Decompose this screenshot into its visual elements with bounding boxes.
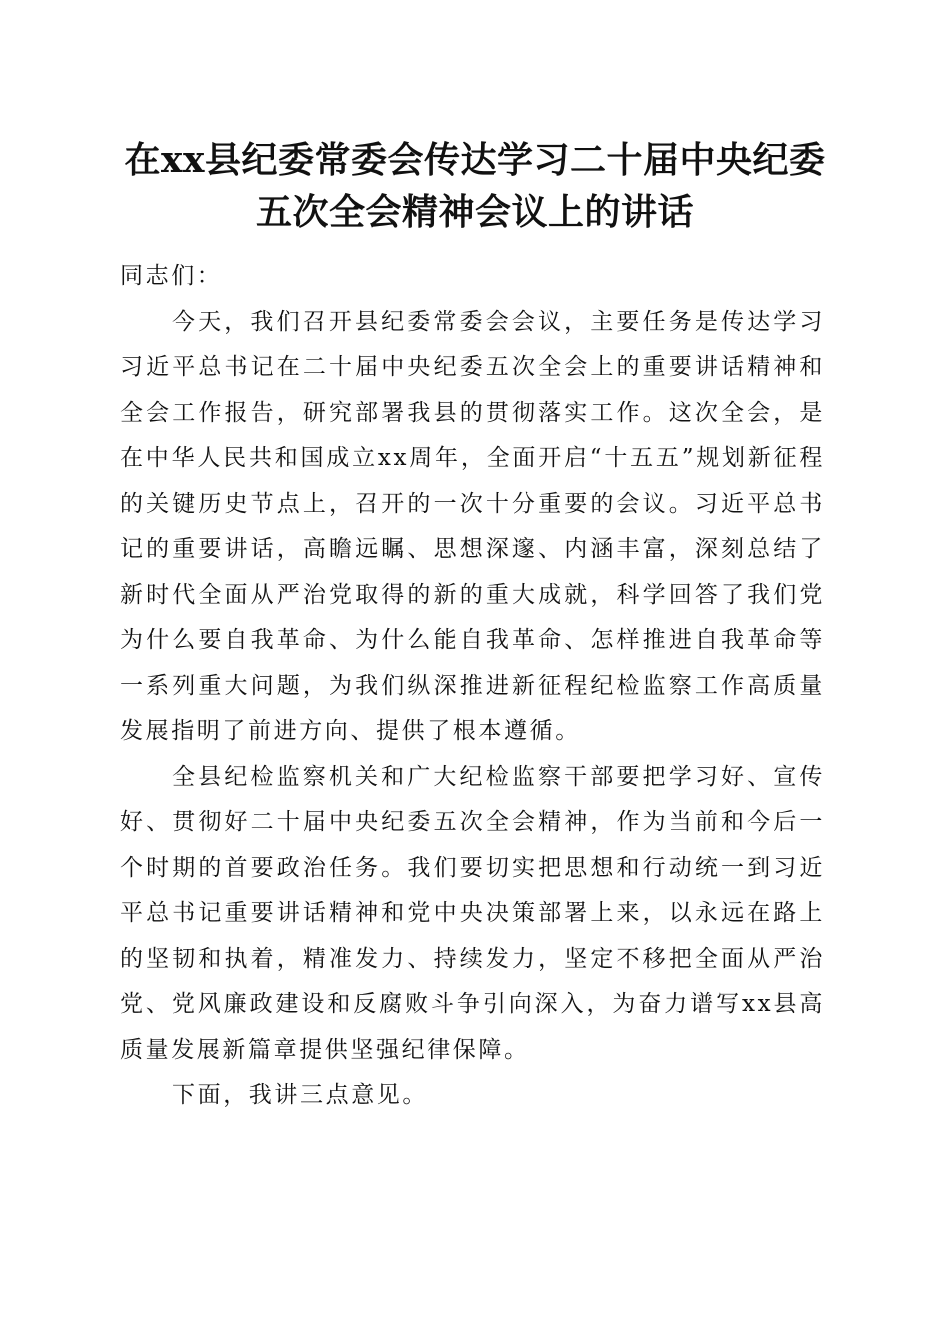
title-line-2: 五次全会精神会议上的讲话 — [255, 191, 694, 233]
paragraph-2: 全县纪检监察机关和广大纪检监察干部要把学习好、宣传好、贯彻好二十届中央纪委五次全会精神，作为当前和今后一个时期的首要政治任务。我们要切实把思想和行动统一到习近平总书记重要讲话精神和党中央决策部署上来，以永远在路上的坚韧和执着，精准发力、持续发力，坚定不移把全面从严治党、党风廉政建设和反腐败斗争引向深入，为奋力谱写xx县高质量发展新篇章提供坚强纪律保障。 — [120, 763, 825, 1063]
document-title — [110, 134, 840, 238]
paragraph-1: 今天，我们召开县纪委常委会会议，主要任务是传达学习习近平总书记在二十届中央纪委五次全会上的重要讲话精神和全会工作报告，研究部署我县的贯彻落实工作。这次全会，是在中华人民共和国成立xx周年，全面开启“十五五”规划新征程的关键历史节点上，召开的一次十分重要的会议。习近平总书记的重要讲话，高瞻远瞩、思想深邃、内涵丰富，深刻总结了新时代全面从严治党取得的新的重大成就，科学回答了我们党为什么要自我革命、为什么能自我革命、怎样推进自我革命等一系列重大问题，为我们纵深推进新征程纪检监察工作高质量发展指明了前进方向、提供了根本遵循。 — [120, 308, 825, 744]
salutation: 同志们： — [120, 263, 223, 289]
document-body — [120, 254, 825, 1119]
paragraph-3: 下面，我讲三点意见。 — [172, 1082, 428, 1108]
title-line-1: 在xx县纪委常委会传达学习二十届中央纪委 — [124, 139, 826, 181]
